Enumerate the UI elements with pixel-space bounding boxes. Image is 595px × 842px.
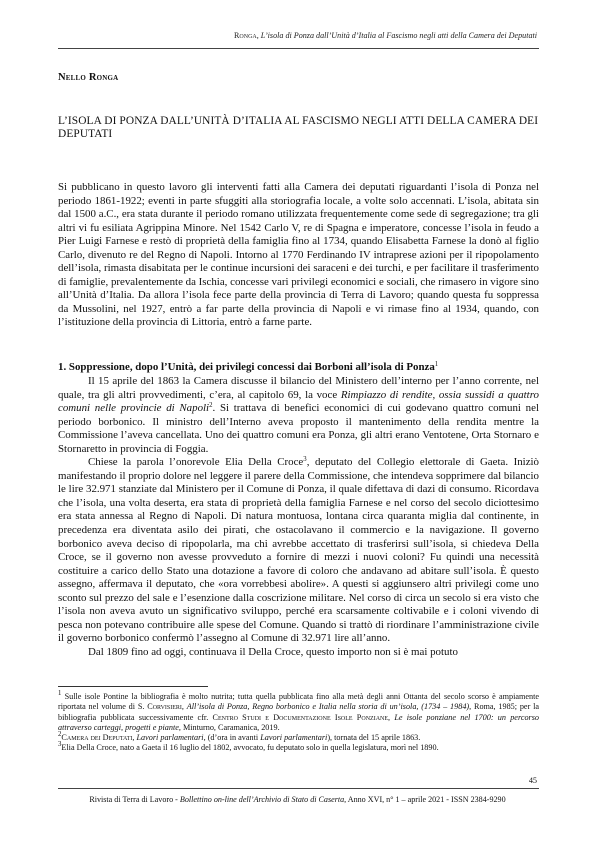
footnote-2-title-2: Lavori parlamentari (260, 733, 328, 743)
journal-footer (58, 795, 537, 804)
running-head-author: Ronga (234, 31, 257, 40)
p1-text-a: Il 15 aprile del 1863 la Camera discusse il bilancio del Ministero dell’interno per l’anno corrente, nel quale, tra gli altri provvedimenti, c’era, al capitolo 69, la voce (58, 375, 539, 401)
article-author: Nello Ronga (58, 72, 119, 83)
footnote-1-book-title: All’isola di Ponza, Regno borbonico e Italia nella storia di un’isola, (1734 – 1984) (186, 702, 470, 712)
footnote-2-institution: Camera dei Deputati (61, 733, 133, 743)
section-heading-text: 1. Soppressione, dopo l’Unità, dei privilegi concessi dai Borboni all’isola di Ponza (58, 361, 435, 373)
article-title: L’ISOLA DI PONZA DALL’UNITÀ D’ITALIA AL FASCISMO NEGLI ATTI DELLA CAMERA DEI DEPUTATI (58, 115, 539, 141)
footnote-3 (58, 743, 539, 753)
page-number: 45 (528, 776, 537, 785)
footnote-rule (58, 686, 208, 687)
footnote-1-text-e: , Minturno, Caramanica, 2019. (178, 722, 280, 732)
main-text (58, 375, 539, 659)
footnotes (58, 692, 539, 754)
footnote-ref-3[interactable]: 3 (303, 456, 307, 464)
abstract-paragraph: Si pubblicano in questo lavoro gli interventi fatti alla Camera dei deputati riguardanti l’isola di Ponza nel periodo 1861-1922; eventi in parte sfuggiti alla storiografia locale, a volte solo accennati. L’isola, abitata sin dal 1500 a.C., era stata durante il periodo romano utilizzata frequentemente come sede di segregazione; tra gli altri vi fu esiliata Agrippina Minore. Nel 1542 Carlo V, re di Spagna e imperatore, concesse l’isola in feudo a Pier Luigi Farnese e restò di proprietà della famiglia fino al 1734, quando Elisabetta Farnese la donò al figlio Carlo, divenuto re del Regno di Napoli. Intorno al 1770 Ferdinando IV intraprese azioni per il ripopolamento dell’isola, rimasta disabitata per le continue incursioni dei saraceni e dei turchi, e per facilitare il trasferimento di famiglie, prevalentemente da Ischia, concesse vari privilegi economici e sociali, che rimasero in vigore sino all’Unità d’Italia. Da allora l’isola fece parte della provincia di Terra di Lavoro; quando questa fu soppressa da Mussolini, nel 1927, entrò a far parte della provincia di Napoli e vi rimase fino al 1934, quando, con l’istituzione della provincia di Littoria, entrò a farne parte. (58, 181, 539, 329)
footer-subtitle: Bollettino on-line dell’Archivio di Stato di Caserta (179, 795, 345, 804)
body-paragraph-1 (58, 375, 539, 456)
footer-rule (58, 788, 539, 789)
footnote-2-text-b: , (d’ora in avanti (203, 733, 261, 743)
abstract (58, 181, 539, 330)
footnote-1-book-title-2: Le isole ponziane nel 1700: un percorso attraverso carteggi, progetti e piante (58, 712, 540, 732)
footnote-1 (58, 692, 539, 733)
footnote-ref-2[interactable]: 2 (209, 402, 213, 410)
body-paragraph-2 (58, 456, 539, 646)
footer-journal-name: Rivista di Terra di Lavoro - (89, 795, 180, 804)
header-rule (58, 48, 539, 49)
footnote-1-text-c: , Roma, 1985; per la bibliografia pubblicata successivamente cfr. (58, 702, 540, 722)
footnote-1-number: 1 (58, 690, 62, 697)
p1-text-b: . Si trattava di benefici economici di cui godevano quattro comuni nel periodo borbonico. Il ministro dell’Interno aveva proposto il mantenimento della rendita mentre la Commissione l’aveva cancellata. Uno dei quattro comuni era Ponza, gli altri erano Ventotene, Orta Stornaro e Stornaretto in provincia di Foggia. (58, 402, 539, 455)
p2-text-b: , deputato del Collegio elettorale di Gaeta. Iniziò manifestando il proprio dolore nel leggere il parere della Commissione, che intendeva sopprimere dal bilancio le lire 32.971 stanziate dal Ministero per il Comune di Ponza, il quale difettava di dazi di consumo. Ricordava che l’isola, una volta deserta, era stata di proprietà della famiglia Farnese e nel corso del secolo diciottesimo era stata annessa al Regno di Napoli. Di natura montuosa, lontana circa quaranta miglia dal continente, in precedenza era diventata asilo dei pirati, che ostacolavano il commercio e la navigazione. Il governo borbonico aveva deciso di ripopolarla, ma chi avrebbe accettato di trasferirsi sull’isola, si chiedeva Della Croce, se il governo non avesse provveduto a fornire di mezzi i nuovi coloni? Fu quindi una necessità costituire a carico dello Stato una dotazione a favore di coloro che andavano ad abitare sull’isola. È questo assegno, affermava il deputato, che «ora vorrebbesi abolire». A questi si aggiunsero altri privilegi come uno sconto sul prezzo del sale e l’esenzione dalla coscrizione militare. Nel corso di circa un secolo si era visto che l’isola non aveva avuto un significativo sviluppo, perché era scarsamente coltivabile e i coloni vivendo di pesca non potevano contribuire alle spese del Comune. Quando si trattò di riordinare l’amministrazione civile il governo borbonico confermò l’assegno al Comune di 32.971 lire all’anno. (58, 456, 539, 645)
footnote-3-text: Elia Della Croce, nato a Gaeta il 16 luglio del 1802, avvocato, fu deputato solo in quella legislatura, morì nel 1890. (61, 743, 439, 753)
footnote-2-title: Lavori parlamentari (136, 733, 204, 743)
p2-text-a: Chiese la parola l’onorevole Elia Della Croce (88, 456, 304, 469)
footnote-1-author: Corvisieri (147, 702, 182, 712)
footnote-2-sep: , (132, 733, 137, 743)
section-heading (58, 361, 539, 373)
footnote-2-text-c: ), tornata del 15 aprile 1863. (327, 733, 421, 743)
running-head (58, 31, 537, 40)
footnote-1-center: Centro Studi e Documentazione Isole Ponziane (212, 712, 389, 722)
footnote-1-sep: , (181, 702, 187, 712)
footer-issue: , Anno XVI, n° 1 – aprile 2021 - ISSN 2384-9290 (344, 795, 506, 804)
body-paragraph-3: Dal 1809 fino ad oggi, continuava il Della Croce, questo importo non si è mai potuto (88, 645, 458, 658)
footnote-3-number: 3 (58, 741, 62, 749)
running-head-title: , L’isola di Ponza dall’Unità d’Italia al Fascismo negli atti della Camera dei Deputati (256, 31, 537, 40)
footnote-1-sep-2: , (388, 712, 395, 722)
footnote-2 (58, 733, 539, 743)
footnote-1-text: Sulle isole Pontine la bibliografia è molto nutrita; tutta quella pubblicata fino alla metà degli anni Ottanta del secolo scorso è ampiamente riportata nel volume di S. (58, 692, 540, 712)
p1-italic: Rimpiazzo di rendite, ossia sussidi a quattro comuni nelle provincie di Napoli (58, 388, 539, 415)
footnote-ref-1[interactable]: 1 (434, 361, 439, 368)
footnote-2-number: 2 (58, 731, 62, 739)
